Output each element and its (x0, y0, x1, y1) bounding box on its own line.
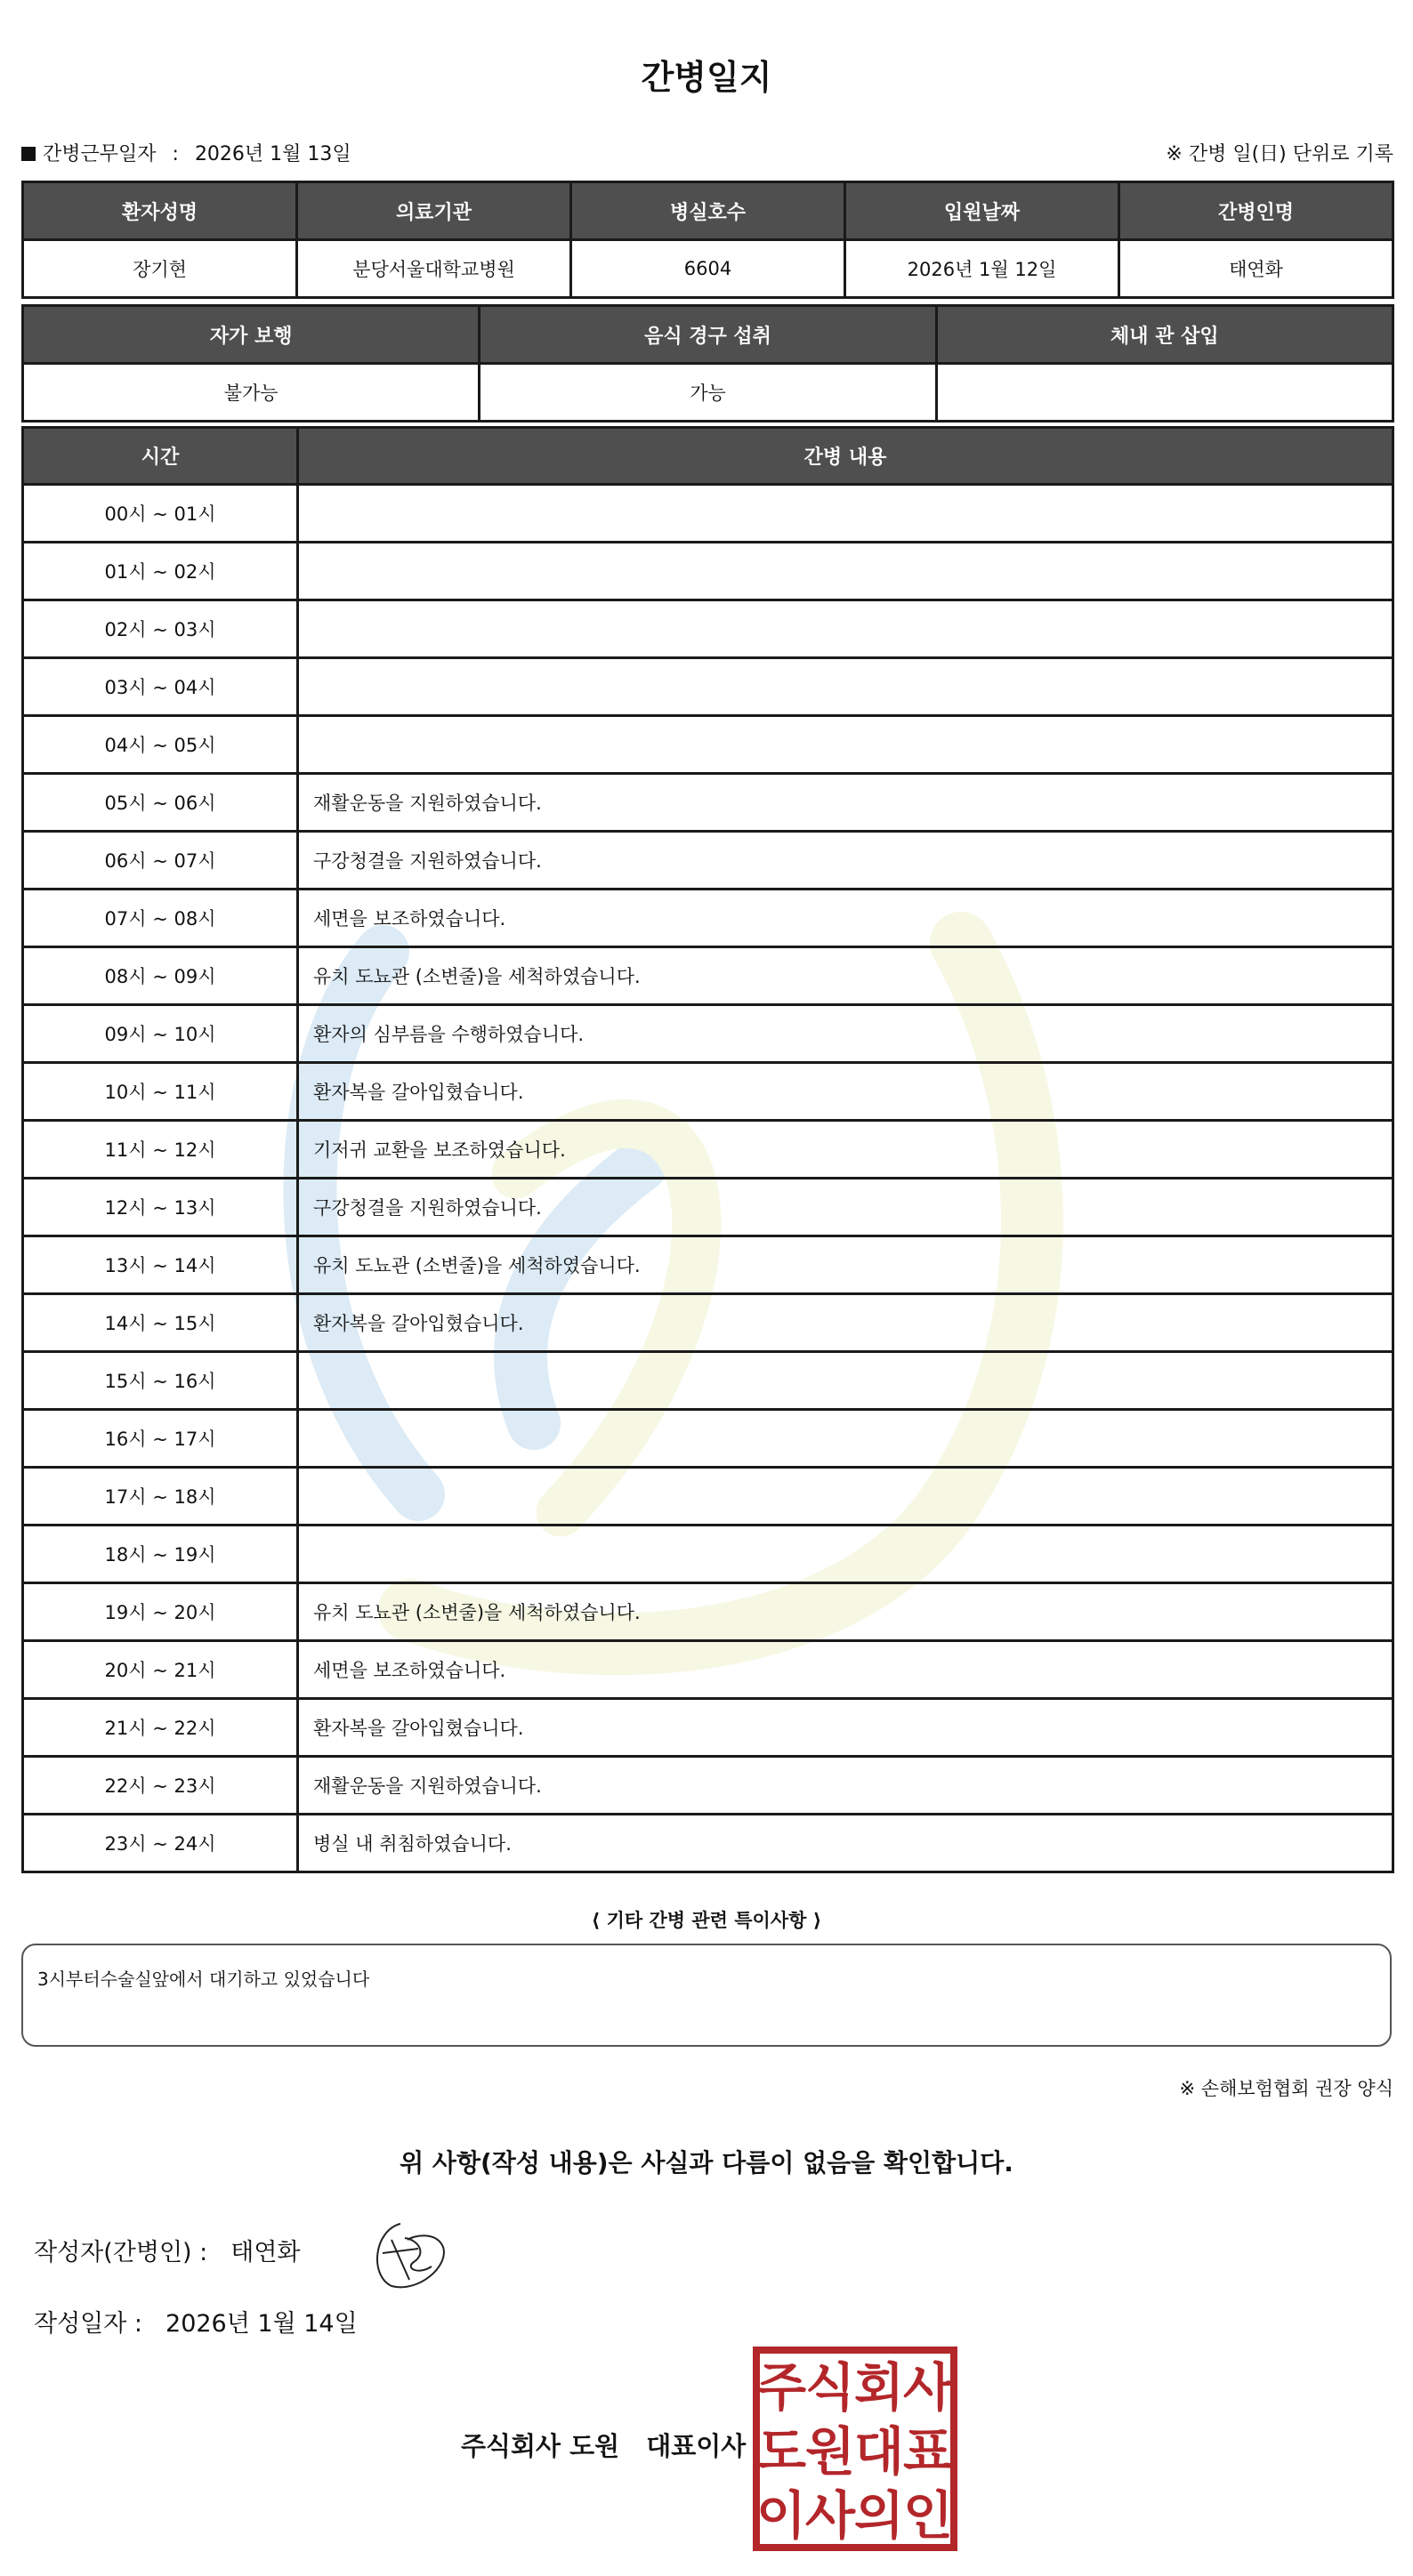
seal-character: 회 (853, 2357, 905, 2418)
care-log-time: 03시 ~ 04시 (23, 658, 298, 716)
care-log-row (23, 1236, 1393, 1294)
care-log-content: 유치 도뇨관 (소변줄)을 세척하였습니다. (298, 1236, 1393, 1294)
care-log-content: 세면을 보조하였습니다. (298, 1641, 1393, 1699)
header-hospital: 의료기관 (297, 182, 571, 240)
care-log-time: 16시 ~ 17시 (23, 1410, 298, 1468)
care-log-content: 세면을 보조하였습니다. (298, 890, 1393, 947)
care-log-table (21, 426, 1394, 1873)
care-log-row (23, 1815, 1393, 1872)
care-log-content: 유치 도뇨관 (소변줄)을 세척하였습니다. (298, 1583, 1393, 1641)
document-title: 간병일지 (641, 58, 772, 97)
patient-name: 장기현 (23, 240, 297, 298)
care-log-time: 09시 ~ 10시 (23, 1005, 298, 1063)
care-log-time: 18시 ~ 19시 (23, 1525, 298, 1583)
care-log-time: 17시 ~ 18시 (23, 1468, 298, 1525)
care-log-content (298, 658, 1393, 716)
care-log-row (23, 1583, 1393, 1641)
care-log-row (23, 658, 1393, 716)
work-date-label: 간병근무일자 (43, 143, 157, 165)
care-log-body (23, 485, 1393, 1872)
care-log-time: 10시 ~ 11시 (23, 1063, 298, 1121)
care-log-row (23, 1641, 1393, 1699)
care-log-row (23, 1699, 1393, 1757)
special-notes-text: 3시부터수술실앞에서 대기하고 있었습니다 (37, 1968, 370, 1990)
room-number: 6604 (571, 240, 845, 298)
care-log-row (23, 485, 1393, 543)
care-log-row (23, 1410, 1393, 1468)
care-log-content: 구강청결을 지원하였습니다. (298, 832, 1393, 890)
care-log-content: 병실 내 취침하였습니다. (298, 1815, 1393, 1872)
care-log-content (298, 716, 1393, 774)
handwritten-signature (365, 2213, 454, 2293)
header-admission-date: 입원날짜 (845, 182, 1119, 240)
header-oral-intake: 음식 경구 섭취 (480, 306, 936, 364)
work-date-separator: : (172, 143, 179, 165)
header-room-number: 병실호수 (571, 182, 845, 240)
oral-intake-value: 가능 (480, 364, 936, 422)
care-log-content: 환자의 심부름을 수행하였습니다. (298, 1005, 1393, 1063)
header-self-walking: 자가 보행 (23, 306, 480, 364)
seal-character: 도 (755, 2421, 807, 2482)
care-log-time: 20시 ~ 21시 (23, 1641, 298, 1699)
company-seal (753, 2347, 957, 2551)
care-log-row (23, 716, 1393, 774)
seal-character: 표 (902, 2421, 954, 2482)
care-log-content: 환자복을 갈아입혔습니다. (298, 1699, 1393, 1757)
care-log-content (298, 485, 1393, 543)
caregiver-name: 태연화 (1119, 240, 1393, 298)
record-note: ※ 간병 일(日) 단위로 기록 (1166, 143, 1393, 165)
seal-character: 이 (755, 2485, 807, 2546)
writer-label: 작성자(간병인) : (34, 2239, 208, 2266)
care-log-content: 환자복을 갈아입혔습니다. (298, 1294, 1393, 1352)
care-log-content (298, 1525, 1393, 1583)
care-log-content (298, 1468, 1393, 1525)
care-log-content: 유치 도뇨관 (소변줄)을 세척하였습니다. (298, 947, 1393, 1005)
care-log-row (23, 1179, 1393, 1236)
patient-info-table (21, 181, 1394, 299)
confirmation-statement: 위 사항(작성 내용)은 사실과 다름이 없음을 확인합니다. (400, 2148, 1013, 2178)
care-log-row (23, 1294, 1393, 1352)
work-date-row (21, 139, 351, 166)
care-log-time: 12시 ~ 13시 (23, 1179, 298, 1236)
care-log-content: 구강청결을 지원하였습니다. (298, 1179, 1393, 1236)
hospital-name: 분당서울대학교병원 (297, 240, 571, 298)
care-log-time: 04시 ~ 05시 (23, 716, 298, 774)
care-log-content: 환자복을 갈아입혔습니다. (298, 1063, 1393, 1121)
care-log-content: 재활운동을 지원하였습니다. (298, 1757, 1393, 1815)
care-log-time: 21시 ~ 22시 (23, 1699, 298, 1757)
care-log-content (298, 1410, 1393, 1468)
care-log-row (23, 1005, 1393, 1063)
ceo-title: 대표이사 (646, 2431, 747, 2461)
seal-character: 의 (853, 2485, 905, 2546)
write-date-value: 2026년 1월 14일 (166, 2310, 358, 2338)
care-log-time: 01시 ~ 02시 (23, 543, 298, 600)
care-log-content (298, 600, 1393, 658)
care-log-row (23, 774, 1393, 832)
care-log-content (298, 543, 1393, 600)
care-log-time: 07시 ~ 08시 (23, 890, 298, 947)
seal-character: 원 (804, 2421, 856, 2482)
form-note: ※ 손해보험협회 권장 양식 (1179, 2078, 1393, 2099)
seal-character: 대 (853, 2421, 905, 2482)
header-time: 시간 (23, 428, 298, 485)
seal-character: 주 (755, 2357, 807, 2418)
care-log-content: 기저귀 교환을 보조하였습니다. (298, 1121, 1393, 1179)
header-care-content: 간병 내용 (298, 428, 1393, 485)
care-log-time: 05시 ~ 06시 (23, 774, 298, 832)
header-patient-name: 환자성명 (23, 182, 297, 240)
seal-character: 식 (804, 2357, 856, 2418)
patient-status-table (21, 304, 1394, 423)
care-log-time: 19시 ~ 20시 (23, 1583, 298, 1641)
special-notes-box (21, 1944, 1392, 2047)
care-log-row (23, 832, 1393, 890)
care-log-time: 22시 ~ 23시 (23, 1757, 298, 1815)
write-date-label: 작성일자 : (34, 2310, 143, 2338)
admission-date: 2026년 1월 12일 (845, 240, 1119, 298)
seal-character: 인 (902, 2485, 954, 2546)
writer-name: 태연화 (230, 2239, 301, 2266)
care-log-time: 02시 ~ 03시 (23, 600, 298, 658)
care-log-row (23, 543, 1393, 600)
header-caregiver-name: 간병인명 (1119, 182, 1393, 240)
care-log-time: 15시 ~ 16시 (23, 1352, 298, 1410)
care-log-time: 06시 ~ 07시 (23, 832, 298, 890)
header-tube-insertion: 체내 관 삽입 (936, 306, 1393, 364)
care-log-content (298, 1352, 1393, 1410)
square-bullet-icon (21, 147, 36, 161)
self-walking-value: 불가능 (23, 364, 480, 422)
care-log-row (23, 1468, 1393, 1525)
company-name: 주식회사 도원 (461, 2431, 620, 2461)
care-log-time: 23시 ~ 24시 (23, 1815, 298, 1872)
care-log-time: 13시 ~ 14시 (23, 1236, 298, 1294)
work-date-value: 2026년 1월 13일 (194, 143, 351, 165)
care-log-time: 08시 ~ 09시 (23, 947, 298, 1005)
care-log-row (23, 1525, 1393, 1583)
care-log-time: 00시 ~ 01시 (23, 485, 298, 543)
care-log-time: 11시 ~ 12시 (23, 1121, 298, 1179)
care-log-row (23, 1757, 1393, 1815)
writer-row (34, 2233, 301, 2267)
care-log-content: 재활운동을 지원하였습니다. (298, 774, 1393, 832)
care-log-row (23, 947, 1393, 1005)
notes-title: ⟨ 기타 간병 관련 특이사항 ⟩ (591, 1910, 822, 1931)
seal-character: 사 (804, 2485, 856, 2546)
care-log-row (23, 1121, 1393, 1179)
care-log-row (23, 890, 1393, 947)
seal-character: 사 (902, 2357, 954, 2418)
care-log-row (23, 1063, 1393, 1121)
write-date-row (34, 2304, 358, 2339)
care-log-row (23, 1352, 1393, 1410)
care-log-row (23, 600, 1393, 658)
care-log-time: 14시 ~ 15시 (23, 1294, 298, 1352)
tube-insertion-value (936, 364, 1393, 422)
company-row (461, 2427, 746, 2463)
